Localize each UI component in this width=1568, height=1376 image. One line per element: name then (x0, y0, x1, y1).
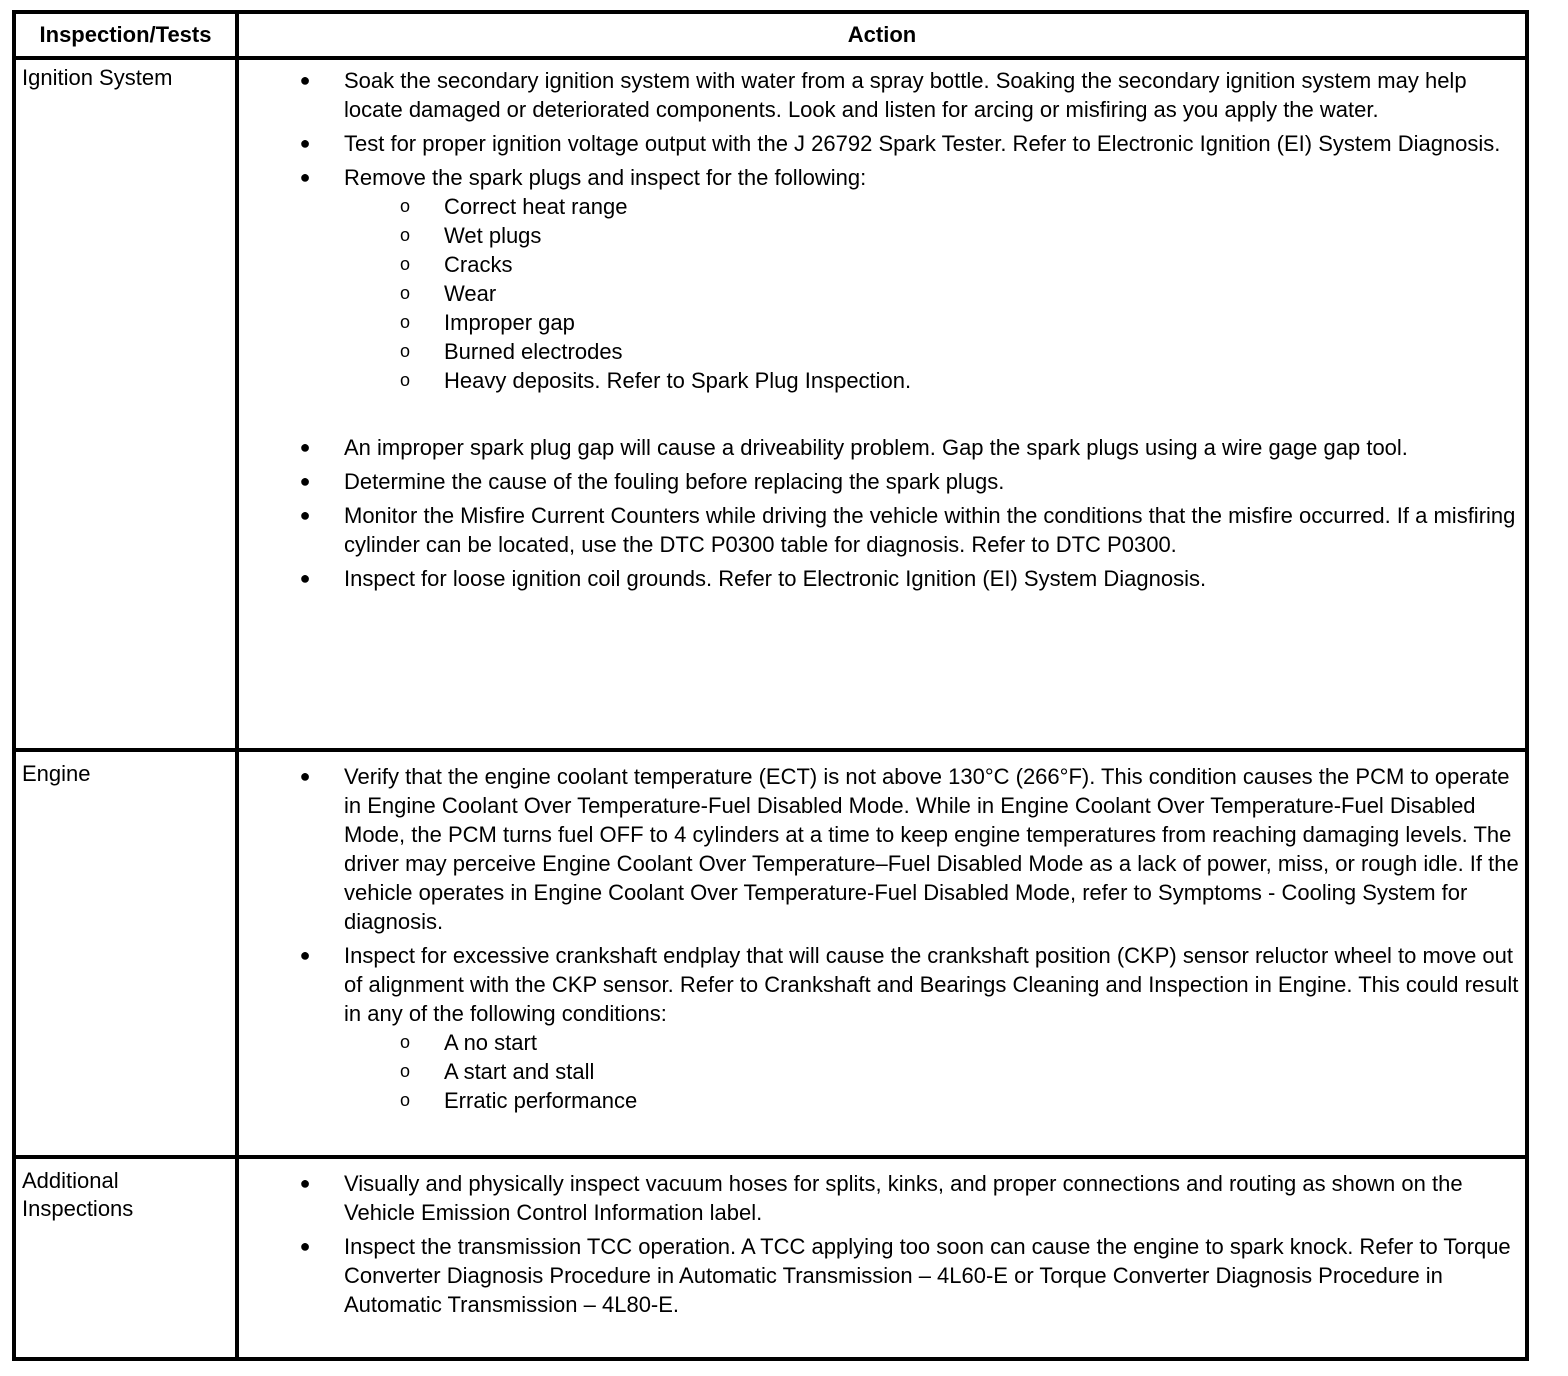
bullet-icon: ● (299, 437, 311, 457)
circle-bullet-icon: o (399, 254, 410, 274)
list-item: ● Inspect for loose ignition coil grounds. Refer to Electronic Ignition (EI) System Diagnosis. (239, 564, 1521, 593)
row-label-ignition-system: Ignition System (22, 65, 173, 90)
list-item: ● Determine the cause of the fouling before replacing the spark plugs. (239, 467, 1521, 496)
list-item: ● Visually and physically inspect vacuum hoses for splits, kinks, and proper connections and routing as shown on the Vehicle Emission Control Information label. (239, 1169, 1521, 1227)
list-item: ● An improper spark plug gap will cause a driveability problem. Gap the spark plugs using a wire gage gap tool. (239, 433, 1521, 462)
sub-list-item: o A no start (239, 1028, 1521, 1057)
bullet-icon: ● (299, 70, 311, 90)
circle-bullet-icon: o (399, 1061, 410, 1081)
circle-bullet-icon: o (399, 370, 410, 390)
list-item: ● Test for proper ignition voltage output with the J 26792 Spark Tester. Refer to Electronic Ignition (EI) System Diagnosis. (239, 129, 1521, 158)
bullet-icon: ● (299, 133, 311, 153)
list-item: ● Inspect for excessive crankshaft endplay that will cause the crankshaft position (CKP) sensor reluctor wheel to move out of alignment with the CKP sensor. Refer to Crankshaft and Bearings Cleaning and Inspection in Engine. This could result in any of the following conditions: (239, 941, 1521, 1028)
row-label-additional-inspections: Additional Inspections (22, 1168, 134, 1221)
column-header-inspection: Inspection/Tests (39, 22, 212, 47)
sub-list-item: o Heavy deposits. Refer to Spark Plug Inspection. (239, 366, 1521, 395)
circle-bullet-icon: o (399, 283, 410, 303)
circle-bullet-icon: o (399, 341, 410, 361)
sub-list-item: o Wear (239, 279, 1521, 308)
row-actions-engine (239, 762, 1521, 1115)
header-divider (16, 56, 1525, 60)
bullet-icon: ● (299, 1173, 311, 1193)
inspection-table (12, 10, 1529, 1361)
circle-bullet-icon: o (399, 196, 410, 216)
list-item: ● Monitor the Misfire Current Counters while driving the vehicle within the conditions that the misfire occurred. If a misfiring cylinder can be located, use the DTC P0300 table for diagnosis. Refer to DTC P0300. (239, 501, 1521, 559)
row-divider (16, 748, 1525, 752)
circle-bullet-icon: o (399, 1032, 410, 1052)
list-item: ● Soak the secondary ignition system with water from a spray bottle. Soaking the secondary ignition system may help locate damaged or deteriorated components. Look and listen for arcing or misfiring as you apply the water. (239, 66, 1521, 124)
circle-bullet-icon: o (399, 312, 410, 332)
sub-list-item: o Cracks (239, 250, 1521, 279)
sub-list-item: o Burned electrodes (239, 337, 1521, 366)
row-actions-additional-inspections (239, 1169, 1521, 1324)
circle-bullet-icon: o (399, 1090, 410, 1110)
sub-list-item: o Improper gap (239, 308, 1521, 337)
bullet-icon: ● (299, 471, 311, 491)
row-divider (16, 1155, 1525, 1159)
sub-list-item: o Correct heat range (239, 192, 1521, 221)
sub-list-item: o A start and stall (239, 1057, 1521, 1086)
bullet-icon: ● (299, 945, 311, 965)
sub-list-item: o Wet plugs (239, 221, 1521, 250)
bullet-icon: ● (299, 505, 311, 525)
list-item: ● Inspect the transmission TCC operation. A TCC applying too soon can cause the engine to spark knock. Refer to Torque Converter Diagnosis Procedure in Automatic Transmission – 4L60-E or Torque Converter Diagnosis Procedure in Automatic Transmission – 4L80-E. (239, 1232, 1521, 1319)
bullet-icon: ● (299, 766, 311, 786)
list-item: ● Verify that the engine coolant temperature (ECT) is not above 130°C (266°F). This condition causes the PCM to operate in Engine Coolant Over Temperature-Fuel Disabled Mode. While in Engine Coolant Over Temperature-Fuel Disabled Mode, the PCM turns fuel OFF to 4 cylinders at a time to keep engine temperatures from reaching damaging levels. The driver may perceive Engine Coolant Over Temperature–Fuel Disabled Mode as a lack of power, miss, or rough idle. If the vehicle operates in Engine Coolant Over Temperature-Fuel Disabled Mode, refer to Symptoms - Cooling System for diagnosis. (239, 762, 1521, 936)
circle-bullet-icon: o (399, 225, 410, 245)
row-actions-ignition-system (239, 66, 1521, 598)
bullet-icon: ● (299, 1236, 311, 1256)
bullet-icon: ● (299, 568, 311, 588)
bullet-icon: ● (299, 167, 311, 187)
sub-list-item: o Erratic performance (239, 1086, 1521, 1115)
column-header-action: Action (847, 22, 917, 47)
row-label-engine: Engine (22, 761, 91, 786)
list-item: ● Remove the spark plugs and inspect for the following: (239, 163, 1521, 192)
